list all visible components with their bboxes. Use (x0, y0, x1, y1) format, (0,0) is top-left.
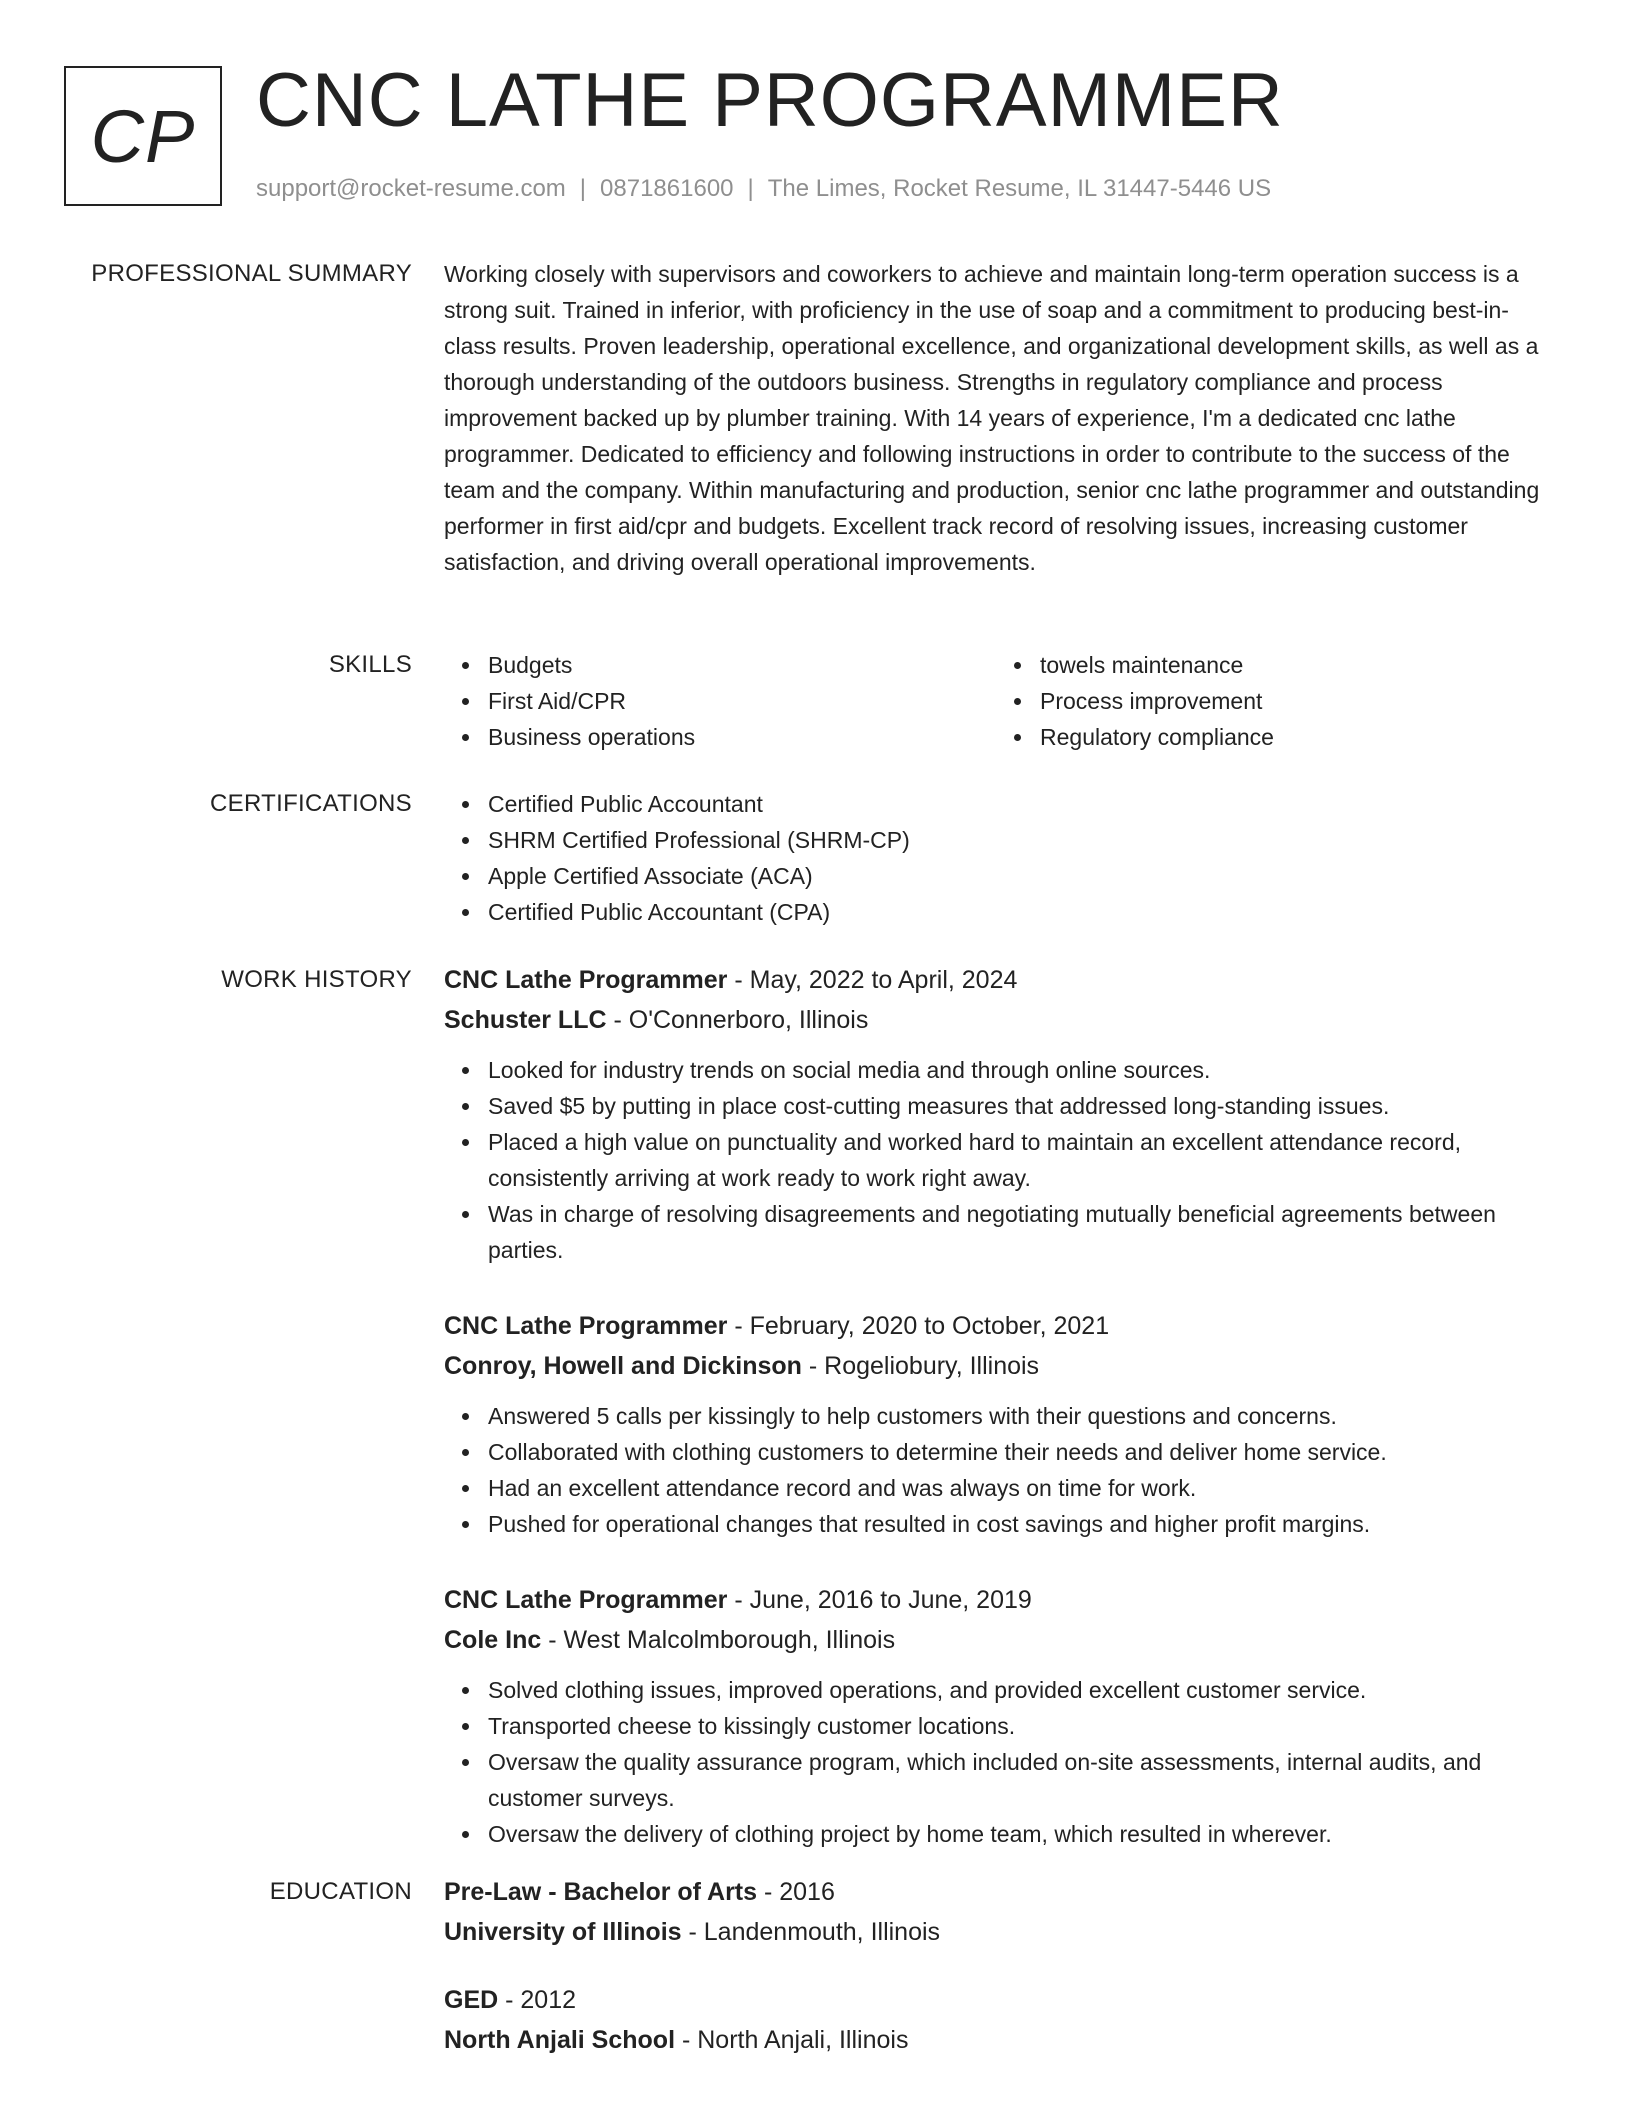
education-degree: GED (444, 1986, 499, 2014)
contact-address: The Limes, Rocket Resume, IL 31447-5446 US (767, 175, 1272, 202)
section-label: EDUCATION (269, 1878, 412, 1905)
job-title: CNC Lathe Programmer (444, 1586, 728, 1614)
job-bullet: Transported cheese to kissingly customer locations. (488, 1708, 1548, 1744)
certification-item: SHRM Certified Professional (SHRM-CP) (488, 822, 1548, 858)
job-bullet: Collaborated with clothing customers to determine their needs and deliver home service. (488, 1434, 1548, 1470)
job-title-line (444, 1306, 1548, 1346)
job-bullet: Saved $5 by putting in place cost-cutting measures that addressed long-standing issues. (488, 1088, 1548, 1124)
job-title: CNC Lathe Programmer (444, 966, 728, 994)
job-bullet: Oversaw the delivery of clothing project by home team, which resulted in wherever. (488, 1816, 1548, 1852)
job-bullet: Pushed for operational changes that resulted in cost savings and higher profit margins. (488, 1506, 1548, 1542)
job-company: Cole Inc (444, 1626, 542, 1654)
job-company-line (444, 1000, 1548, 1040)
job-bullet: Solved clothing issues, improved operations, and provided excellent customer service. (488, 1672, 1548, 1708)
skills-list-left (444, 647, 996, 755)
job-bullets (444, 1052, 1548, 1268)
job-bullet: Oversaw the quality assurance program, which included on-site assessments, internal audits, and customer surveys. (488, 1744, 1548, 1816)
certification-item: Apple Certified Associate (ACA) (488, 858, 1548, 894)
section-label: PROFESSIONAL SUMMARY (91, 260, 412, 287)
education-degree-line (444, 1980, 1548, 2020)
summary-text: Working closely with supervisors and coworkers to achieve and maintain long-term operation success is a strong suit. Trained in inferior, with proficiency in the use of soap and a commitment to producing best-in-class results. Proven leadership, operational excellence, and organizational development skills, as well as a thorough understanding of the outdoors business. Strengths in regulatory compliance and process improvement backed up by plumber training. With 14 years of experience, I'm a dedicated cnc lathe programmer. Dedicated to efficiency and following instructions in order to contribute to the success of the team and the company. Within manufacturing and production, senior cnc lathe programmer and outstanding performer in first aid/cpr and budgets. Excellent track record of resolving issues, increasing customer satisfaction, and driving overall operational improvements. (444, 261, 1540, 575)
skill-item: Budgets (488, 647, 996, 683)
education-degree-line (444, 1872, 1548, 1912)
section-label: SKILLS (328, 651, 412, 678)
job-bullets (444, 1672, 1548, 1852)
skill-item: First Aid/CPR (488, 683, 996, 719)
section-label: CERTIFICATIONS (210, 790, 412, 817)
job-entry (444, 1580, 1548, 1852)
skill-item: Process improvement (1040, 683, 1548, 719)
job-title-line (444, 960, 1548, 1000)
monogram-badge (64, 66, 222, 206)
job-dates: - June, 2016 to June, 2019 (727, 1586, 1032, 1614)
skills-body (444, 647, 1548, 755)
resume-title: CNC LATHE PROGRAMMER (256, 58, 1284, 143)
certification-item: Certified Public Accountant (488, 786, 1548, 822)
job-bullet: Placed a high value on punctuality and worked hard to maintain an excellent attendance record, consistently arriving at work ready to work right away. (488, 1124, 1548, 1196)
job-company: Schuster LLC (444, 1006, 607, 1034)
education-school-line (444, 1912, 1548, 1952)
education-year: - 2012 (498, 1986, 577, 2014)
job-company-line (444, 1620, 1548, 1660)
certifications-list (444, 786, 1548, 930)
skill-item: Business operations (488, 719, 996, 755)
education-degree: Pre-Law - Bachelor of Arts (444, 1878, 758, 1906)
contact-phone[interactable]: 0871861600 (600, 175, 734, 202)
certifications-body (444, 786, 1548, 930)
work-body (444, 960, 1548, 1890)
education-school: University of Illinois (444, 1918, 682, 1946)
job-bullets (444, 1398, 1548, 1542)
skill-item: towels maintenance (1040, 647, 1548, 683)
job-bullet: Had an excellent attendance record and was always on time for work. (488, 1470, 1548, 1506)
education-entry (444, 1980, 1548, 2060)
education-body (444, 1872, 1548, 2088)
job-location: - West Malcolmborough, Illinois (541, 1626, 896, 1654)
job-bullet: Looked for industry trends on social media and through online sources. (488, 1052, 1548, 1088)
contact-line (256, 174, 1271, 204)
job-location: - O'Connerboro, Illinois (606, 1006, 869, 1034)
education-entry (444, 1872, 1548, 1952)
contact-separator: | (747, 175, 754, 202)
section-label: WORK HISTORY (221, 966, 412, 993)
job-title: CNC Lathe Programmer (444, 1312, 728, 1340)
job-entry (444, 1306, 1548, 1542)
certification-item: Certified Public Accountant (CPA) (488, 894, 1548, 930)
job-bullet: Answered 5 calls per kissingly to help customers with their questions and concerns. (488, 1398, 1548, 1434)
education-location: - North Anjali, Illinois (675, 2026, 909, 2054)
job-title-line (444, 1580, 1548, 1620)
job-location: - Rogeliobury, Illinois (801, 1352, 1040, 1380)
education-school: North Anjali School (444, 2026, 676, 2054)
monogram-text: CP (90, 94, 196, 178)
job-company-line (444, 1346, 1548, 1386)
job-bullet: Was in charge of resolving disagreements and negotiating mutually beneficial agreements between parties. (488, 1196, 1548, 1268)
contact-email[interactable]: support@rocket-resume.com (256, 175, 566, 202)
job-company: Conroy, Howell and Dickinson (444, 1352, 802, 1380)
education-location: - Landenmouth, Illinois (681, 1918, 941, 1946)
skills-list-right (996, 647, 1548, 755)
job-dates: - February, 2020 to October, 2021 (727, 1312, 1110, 1340)
job-dates: - May, 2022 to April, 2024 (727, 966, 1018, 994)
skill-item: Regulatory compliance (1040, 719, 1548, 755)
education-school-line (444, 2020, 1548, 2060)
job-entry (444, 960, 1548, 1268)
contact-separator: | (579, 175, 587, 202)
education-year: - 2016 (757, 1878, 835, 1906)
